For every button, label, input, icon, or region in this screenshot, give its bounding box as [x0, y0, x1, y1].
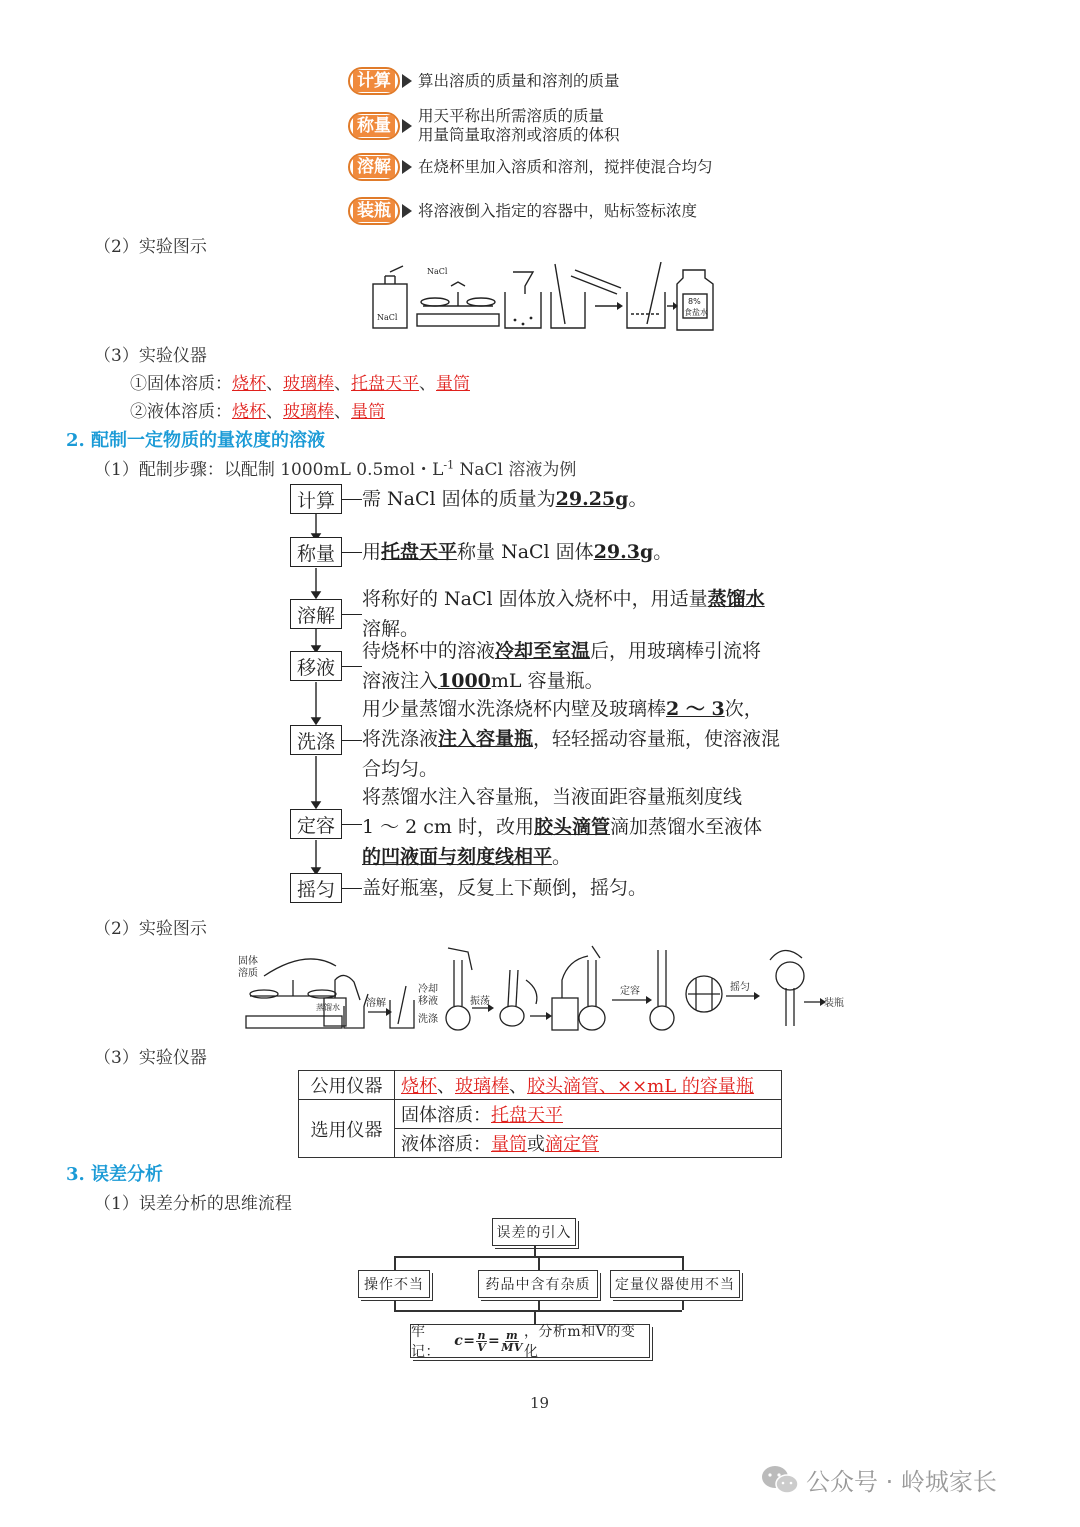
step-box-mix: 摇匀	[290, 873, 342, 903]
instrument-table	[298, 1070, 782, 1158]
flow-box-top: 误差的引入	[492, 1218, 576, 1246]
connector-line	[342, 888, 362, 889]
fig-label-salt: 食盐水	[684, 308, 708, 317]
fig2-label-shake: 振荡	[470, 996, 490, 1007]
step-text: 将溶液倒入指定的容器中，贴标签标浓度	[418, 201, 698, 220]
formula: c= n V = m MV	[454, 1328, 523, 1354]
fig2-label-solid: 固体	[238, 956, 258, 967]
step-text-weigh: 用托盘天平称量 NaCl 固体29.3g。	[362, 541, 673, 563]
flow-line	[394, 1310, 682, 1312]
fig-label-pct: 8%	[688, 297, 701, 306]
connector-line	[342, 499, 362, 500]
step-box-dissolve: 溶解	[290, 599, 342, 629]
step-text-wash: 用少量蒸馏水洗涤烧杯内壁及玻璃棒2 ～ 3次， 将洗涤液注入容量瓶，轻轻摇动容量瓶，使溶液混 合均匀。	[362, 698, 781, 780]
top-step-bottle	[348, 196, 697, 226]
table-cell-optional-label: 选用仪器	[299, 1100, 395, 1158]
connector-line	[342, 614, 362, 615]
flow-line	[538, 1300, 540, 1310]
table-cell-solid: 固体溶质：托盘天平	[395, 1100, 782, 1129]
experiment-illustration-2	[236, 940, 846, 1036]
wechat-icon	[760, 1464, 800, 1496]
steps-title: （1）配制步骤：以配制 1000mL 0.5mol・$L^{-1}$ NaCl 溶液为例	[94, 458, 577, 480]
connector-line	[342, 740, 362, 741]
arrow-right-icon	[402, 160, 412, 174]
arrow-right-icon	[402, 74, 412, 88]
flow-box-formula: 牢记： c= n V = m MV ，分析m和V的变化	[410, 1324, 650, 1358]
fig2-label-bottle: 装瓶	[824, 998, 844, 1009]
fig2-label-dissolve: 溶解	[366, 998, 386, 1009]
fig-title-1: （2）实验图示	[94, 237, 207, 257]
step-text-dissolve: 将称好的 NaCl 固体放入烧杯中，用适量蒸馏水 溶解。	[362, 588, 765, 640]
section-3-heading: 3. 误差分析	[66, 1164, 164, 1185]
page-number: 19	[530, 1394, 550, 1412]
step-text: 用天平称出所需溶质的质量 用量筒量取溶剂或溶质的体积	[418, 107, 620, 144]
flow-box-impurity: 药品中含有杂质	[478, 1270, 598, 1298]
liquid-instruments: ②液体溶质：烧杯、玻璃棒、量筒	[130, 402, 385, 422]
table-cell-common-label: 公用仪器	[299, 1071, 395, 1100]
flow-title: （1）误差分析的思维流程	[94, 1194, 292, 1214]
connector-line	[342, 552, 362, 553]
arrow-right-icon	[402, 204, 412, 218]
step-text-mix: 盖好瓶塞，反复上下颠倒，摇匀。	[362, 877, 648, 899]
fig2-label-mix: 摇匀	[730, 982, 750, 993]
step-box-transfer: 移液	[290, 651, 342, 681]
top-step-weigh	[348, 108, 620, 144]
instr-title-2: （3）实验仪器	[94, 1048, 207, 1068]
solid-instruments: ①固体溶质：烧杯、玻璃棒、托盘天平、量筒	[130, 374, 470, 394]
fig-title-2: （2）实验图示	[94, 919, 207, 939]
fig2-label-wash: 洗涤	[418, 1014, 438, 1025]
watermark: 公众号 · 岭城家长	[760, 1462, 997, 1497]
fig-label-nacl: NaCl	[427, 267, 448, 276]
step-text-transfer: 待烧杯中的溶液冷却至室温后，用玻璃棒引流将 溶液注入1000mL 容量瓶。	[362, 640, 762, 692]
step-badge: 称量	[348, 112, 400, 140]
flow-line	[394, 1300, 396, 1310]
section-2-heading: 2. 配制一定物质的量浓度的溶液	[66, 430, 326, 451]
step-box-fix-volume: 定容	[290, 809, 342, 839]
flow-line	[534, 1246, 536, 1256]
fig-label-nacl-bottle: NaCl	[377, 313, 398, 322]
flow-line	[682, 1256, 684, 1270]
fig2-label-solute: 溶质	[238, 968, 258, 979]
step-badge: 溶解	[348, 153, 400, 181]
table-row	[299, 1071, 782, 1100]
flow-box-instrument: 定量仪器使用不当	[610, 1270, 740, 1298]
step-box-weigh: 称量	[290, 537, 342, 567]
experiment-illustration-1	[365, 262, 720, 334]
fig2-label-water: 蒸馏水	[316, 1003, 340, 1012]
flow-line	[394, 1256, 396, 1270]
flow-line	[682, 1300, 684, 1310]
top-step-dissolve	[348, 152, 713, 182]
connector-line	[342, 824, 362, 825]
instr-title-1: （3）实验仪器	[94, 346, 207, 366]
table-row	[299, 1100, 782, 1129]
fig2-label-cool: 冷却	[418, 984, 438, 995]
step-text-fix-volume: 将蒸馏水注入容量瓶，当液面距容量瓶刻度线 1 ～ 2 cm 时，改用胶头滴管滴加蒸馏水至液体 的凹液面与刻度线相平。	[362, 786, 763, 868]
step-badge: 装瓶	[348, 197, 400, 225]
flow-box-operation: 操作不当	[358, 1270, 430, 1298]
fig2-label-fix: 定容	[620, 986, 640, 997]
step-badge: 计算	[348, 67, 400, 95]
step-box-calc: 计算	[290, 484, 342, 514]
table-cell-liquid: 液体溶质：量筒或滴定管	[395, 1129, 782, 1158]
step-text: 算出溶质的质量和溶剂的质量	[418, 71, 620, 90]
top-step-calc	[348, 66, 620, 96]
connector-line	[342, 666, 362, 667]
step-text-calc: 需 NaCl 固体的质量为29.25g。	[362, 488, 648, 510]
arrow-right-icon	[402, 119, 412, 133]
table-cell-common-items: 烧杯、玻璃棒、胶头滴管、××mL 的容量瓶	[395, 1071, 782, 1100]
step-box-wash: 洗涤	[290, 725, 342, 755]
fig2-label-transfer: 移液	[418, 996, 438, 1007]
flow-line	[538, 1256, 540, 1270]
step-text: 在烧杯里加入溶质和溶剂，搅拌使混合均匀	[418, 157, 713, 176]
